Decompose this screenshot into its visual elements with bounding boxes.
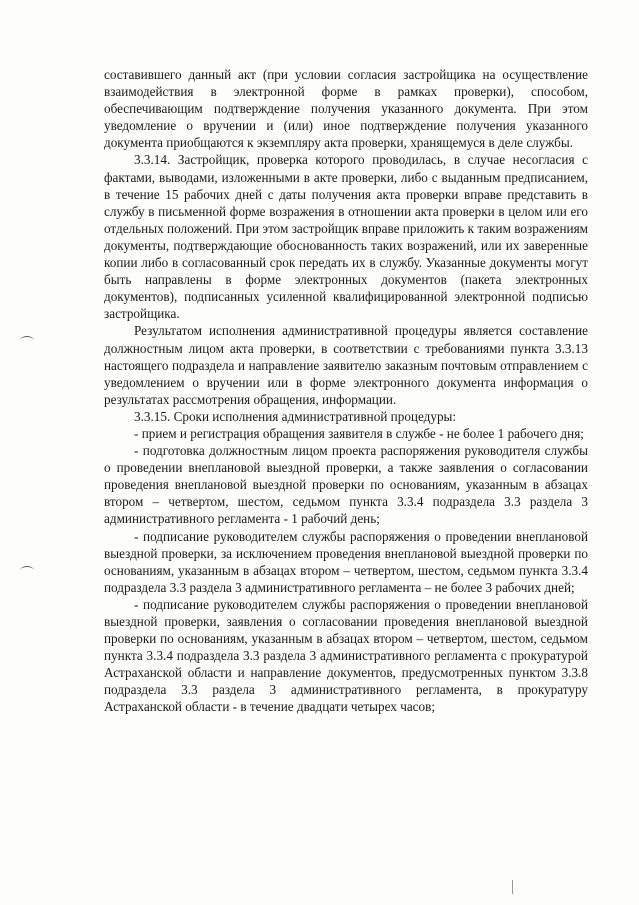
- paragraph-3-3-14: 3.3.14. Застройщик, проверка которого проводилась, в случае несогласия с фактами, выводами, изложенными в акте проверки, либо с выданным предписанием, в течение 15 рабочих дней с даты получения акта проверки вправе представить в службу в письменной форме возражения в отношении акта проверки в целом или его отдельных положений. При этом застройщик вправе приложить к таким возражениям документы, подтверждающие обоснованность таких возражений, или их заверенные копии либо в согласованный срок передать их в службу. Указанные документы могут быть направлены в форме электронных документов (пакета электронных документов), подписанных усиленной квалифицированной электронной подписью застройщика.: [104, 152, 588, 322]
- paragraph-3-3-15-heading: 3.3.15. Сроки исполнения административной процедуры:: [134, 408, 457, 424]
- paragraph-procedure-result: Результатом исполнения административной процедуры является составление должностным лицом акта проверки, в соответствии с требованиями пункта 3.3.13 настоящего подраздела и направление заявителю заказным почтовым отправлением с уведомлением о вручении или в форме электронного документа информация о результатах рассмотрения обращения, информации.: [104, 323, 588, 407]
- list-item-order-preparation: - подготовка должностным лицом проекта распоряжения руководителя службы о проведении внеплановой выездной проверки, а также заявления о согласовании проведения внеплановой выездной проверки по основаниям, указанным в абзацах втором – четвертом, шестом, седьмом пункта 3.3.4 подраздела 3.3 раздела 3 административного регламента - 1 рабочий день;: [104, 443, 588, 527]
- list-item-prosecutor-approval: - подписание руководителем службы распоряжения о проведении внеплановой выездной проверки, заявления о согласовании проведения внеплановой выездной проверки по основаниям, указанным в абзацах втором – четвертом, шестом, седьмом пункта 3.3.4 подраздела 3.3 раздела 3 административного регламента с прокуратурой Астраханской области и направление документов, предусмотренных пунктом 3.3.8 подраздела 3.3 раздела 3 административного регламента, в прокуратуру Астраханской области - в течение двадцати четырех часов;: [104, 596, 588, 715]
- document-body: [104, 66, 588, 716]
- list-item-order-signing: - подписание руководителем службы распоряжения о проведении внеплановой выездной проверки, за исключением проведения внеплановой выездной проверки по основаниям, указанным в абзацах втором – четвертом, шестом, седьмом пункта 3.3.4 подраздела 3.3 раздела 3 административного регламента – не более 3 рабочих дней;: [104, 528, 588, 595]
- paragraph-act-delivery: составившего данный акт (при условии согласия застройщика на осуществление взаимодействия в электронной форме в рамках проверки), способом, обеспечивающим подтверждение получения указанного документа. При этом уведомление о вручении и (или) иное подтверждение получения указанного документа приобщаются к экземпляру акта проверки, хранящемуся в деле службы.: [104, 67, 588, 151]
- scan-speck: [512, 880, 513, 894]
- list-item-registration: - прием и регистрация обращения заявителя в службе - не более 1 рабочего дня;: [134, 425, 584, 441]
- scan-mark-upper: [20, 336, 34, 345]
- scan-mark-lower: [20, 566, 34, 575]
